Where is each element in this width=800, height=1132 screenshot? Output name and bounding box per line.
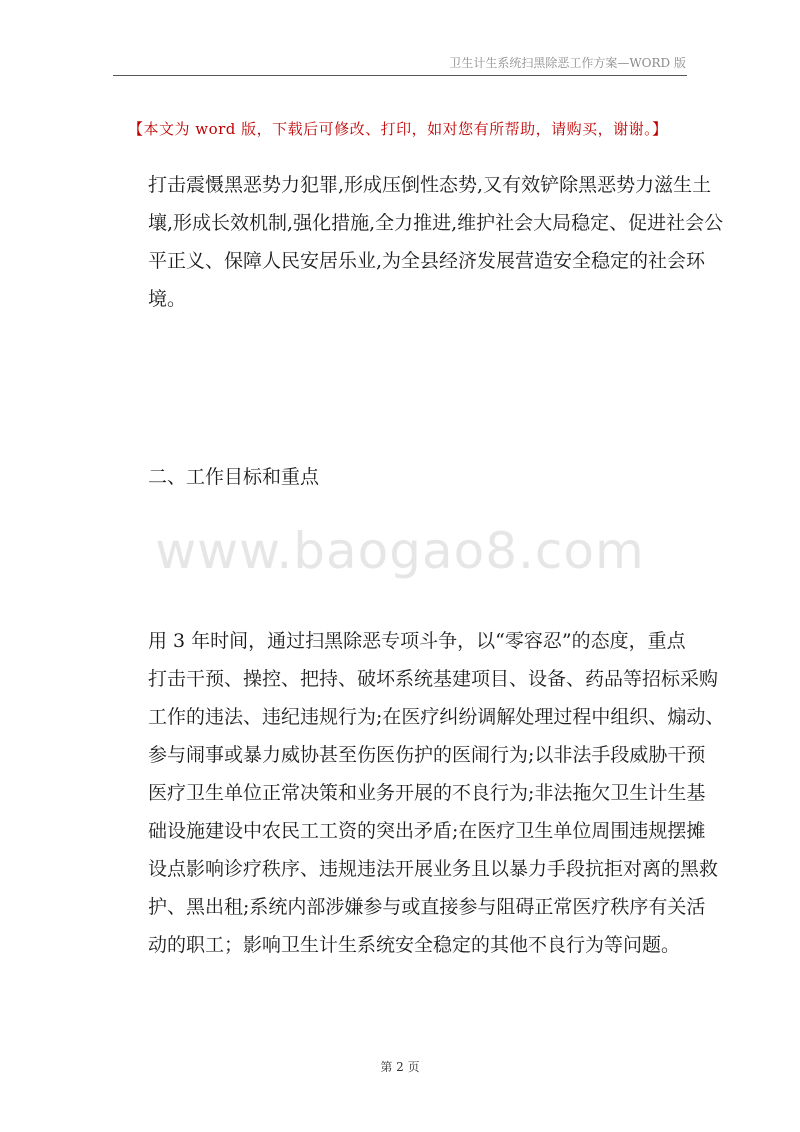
paragraph-2 <box>148 622 725 964</box>
paragraph-line: 壤,形成长效机制,强化措施,全力推进,维护社会大局稳定、促进社会公 <box>148 212 724 234</box>
paragraph-line: 工作的违法、违纪违规行为;在医疗纠纷调解处理过程中组织、煽动、 <box>148 706 725 728</box>
paragraph-line: 打击震慑黑恶势力犯罪,形成压倒性态势,又有效铲除黑恶势力滋生土 <box>148 174 712 196</box>
paragraph-line: 护、黑出租;系统内部涉嫌参与或直接参与阻碍正常医疗秩序有关活 <box>148 896 706 918</box>
paragraph-line: 医疗卫生单位正常决策和业务开展的不良行为;非法拖欠卫生计生基 <box>148 782 706 804</box>
document-header-title: 卫生计生系统扫黑除恶工作方案—WORD 版 <box>449 56 686 70</box>
paragraph-line: 打击干预、操控、把持、破坏系统基建项目、设备、药品等招标采购 <box>148 668 719 690</box>
purchase-notice: 【本文为 word 版，下载后可修改、打印，如对您有所帮助，请购买，谢谢。】 <box>128 120 668 138</box>
section-heading: 二、工作目标和重点 <box>148 466 320 488</box>
paragraph-line: 础设施建设中农民工工资的突出矛盾;在医疗卫生单位周围违规摆摊 <box>148 820 706 842</box>
paragraph-line: 参与闹事或暴力威协甚至伤医伤护的医闹行为;以非法手段威胁干预 <box>148 744 706 766</box>
page-number: 第 2 页 <box>380 1060 420 1074</box>
header-divider <box>113 75 687 76</box>
paragraph-line: 境。 <box>148 288 187 310</box>
paragraph-line: 动的职工；影响卫生计生系统安全稳定的其他不良行为等问题。 <box>148 934 681 956</box>
paragraph-line: 用 3 年时间，通过扫黑除恶专项斗争，以“零容忍”的态度，重点 <box>148 630 686 652</box>
paragraph-line: 平正义、保障人民安居乐业,为全县经济发展营造安全稳定的社会环 <box>148 250 706 272</box>
watermark-text: www.baogao8.com <box>155 522 645 580</box>
paragraph-1 <box>148 166 724 318</box>
paragraph-line: 设点影响诊疗秩序、违规违法开展业务且以暴力手段抗拒对离的黑救 <box>148 858 719 880</box>
